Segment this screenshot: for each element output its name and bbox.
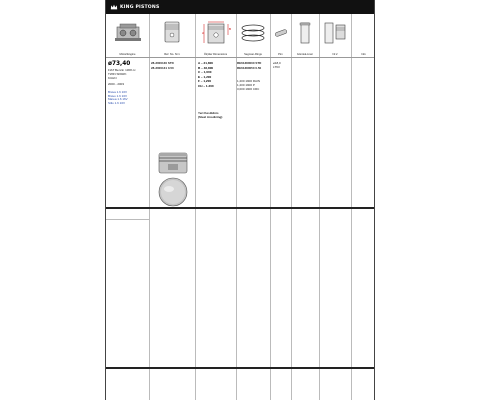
row-separator: [106, 207, 374, 209]
set-column-header: [319, 14, 351, 57]
engine-model: Brava 1.6 16V: [108, 90, 128, 94]
svg-text:A: A: [201, 30, 204, 35]
piston-icon: [162, 20, 182, 46]
liner-column-header: [291, 14, 319, 57]
engine-line: FIAT Benzin 1368 cc: [108, 68, 136, 72]
engine-model: Stilo 1.6 16V: [108, 100, 126, 105]
brand-logo: [110, 2, 159, 12]
liner-icon: [298, 21, 312, 45]
dimension-line: F – 1,200: [198, 79, 212, 83]
rings-icon: [239, 23, 267, 43]
info-column-header: [351, 14, 376, 57]
piston-reference: 28-3000130 STD: [151, 61, 174, 65]
pin-spec: ø18,0: [273, 61, 281, 65]
engine-line: 2000 - 2003: [108, 82, 125, 86]
ring-reference: RE61380000 STD: [237, 61, 262, 65]
dimension-line: E – 1,200: [198, 74, 212, 79]
piston-dimensions-icon: [199, 19, 233, 47]
engine-column-header: [106, 14, 149, 57]
dimension-line: C – 1,600: [198, 70, 212, 74]
column-label: Segman-Rings: [244, 53, 262, 56]
crown-icon: [110, 3, 118, 11]
catalog-sheet: [105, 0, 375, 400]
set-icon: [322, 20, 348, 46]
column-label: Info: [361, 53, 366, 56]
engine-model: Marea 1.6 16V: [108, 97, 128, 101]
pin-column-header: [270, 14, 291, 57]
column-label: Ölçüler Dimensions: [203, 53, 228, 56]
pin-spec: LT63: [273, 65, 280, 69]
engine-model: Bravo 1.6 16V: [108, 93, 128, 98]
engine-line: KUHN: [108, 76, 117, 80]
dimension-line: A – 21,800: [198, 61, 214, 65]
row-divider: [106, 219, 149, 220]
ring-spec: 1,200 1900 P: [237, 83, 255, 87]
coating-note: Yeri Kesilidnis: [198, 111, 219, 115]
bore-diameter: ø73,40: [108, 61, 131, 67]
column-label: Pim: [278, 53, 283, 56]
reference-column-header: [149, 14, 195, 57]
engine-line: TWIN SPARK: [108, 72, 127, 76]
row-separator: [106, 367, 374, 369]
coating-note: (Steel Anodizing): [198, 115, 223, 119]
rings-column-header: [236, 14, 270, 57]
piston-reference: 28-3000131 0.50: [151, 66, 174, 70]
dimension-line: CH – 1.200: [198, 83, 214, 88]
piston-side-image: [156, 150, 190, 210]
dimensions-column-header: [195, 14, 236, 57]
ring-spec: 1,200 1900 RAIN: [237, 79, 261, 83]
pin-icon: [273, 25, 289, 41]
ring-spec: 3,000 1900 CRC: [237, 87, 260, 91]
column-label: Nr.2: [332, 53, 338, 56]
brand-name: KING PISTONS: [120, 4, 160, 10]
header-bar: [106, 0, 374, 14]
ring-reference: RE61380050 0.50: [237, 66, 262, 70]
column-label: Gömlek-Liner: [296, 53, 314, 56]
column-label: Motor/Engine: [119, 53, 136, 56]
dimension-line: B – 46,800: [198, 65, 214, 70]
svg-text:B: B: [228, 26, 231, 31]
engine-icon: [113, 22, 143, 44]
column-label: Ref. No. Nr.1: [164, 53, 180, 56]
